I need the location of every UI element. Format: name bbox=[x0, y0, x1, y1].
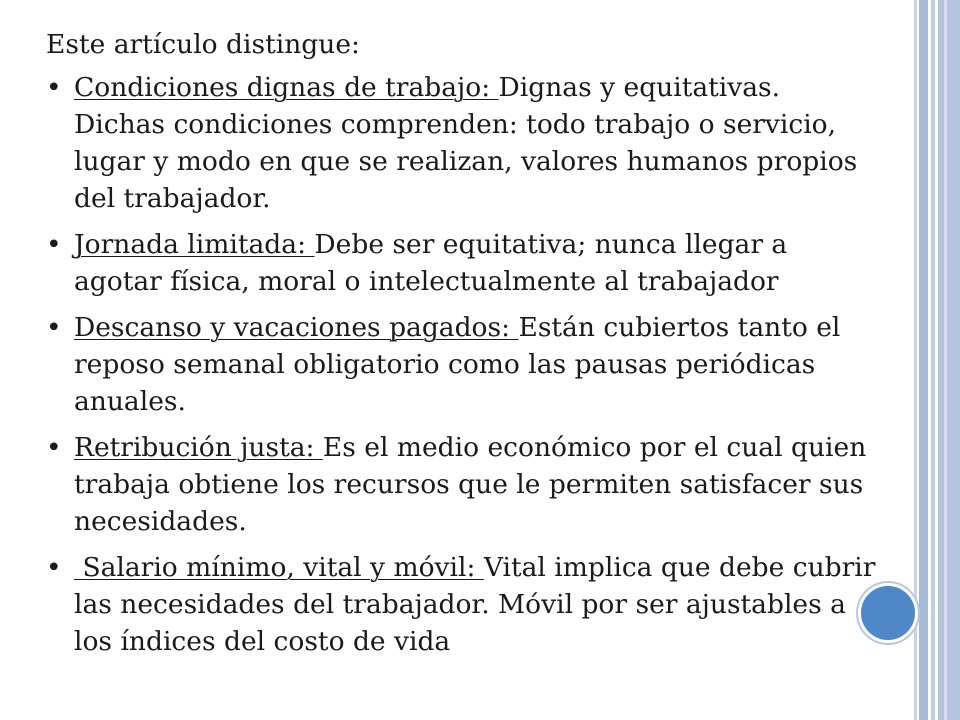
list-item-description: Vital implica que debe cubrir las necesidades del trabajador. Móvil por ser ajustables a los índices del costo de vida bbox=[74, 552, 884, 657]
bullet-icon: • bbox=[46, 432, 62, 463]
bullet-icon: • bbox=[46, 312, 62, 343]
list-item-text bbox=[74, 226, 876, 300]
list-item-description: Están cubiertos tanto el reposo semanal obligatorio como las pausas periódicas anuales. bbox=[74, 312, 849, 417]
list-item-retribucion-justa bbox=[46, 429, 876, 540]
list-item-term: Descanso y vacaciones pagados: bbox=[74, 312, 519, 343]
list-item-term: Condiciones dignas de trabajo: bbox=[74, 72, 499, 103]
list-item-jornada-limitada bbox=[46, 226, 876, 300]
list-item-term: Salario mínimo, vital y móvil: bbox=[74, 552, 484, 583]
bullet-icon: • bbox=[46, 72, 62, 103]
list-item-description: Es el medio económico por el cual quien trabaja obtiene los recursos que le permiten satisfacer sus necesidades. bbox=[74, 432, 875, 537]
list-item-description: Dignas y equitativas. Dichas condiciones comprenden: todo trabajo o servicio, lugar y modo en que se realizan, valores humanos propios del trabajador. bbox=[74, 72, 866, 214]
slide-body bbox=[46, 26, 884, 669]
list-item-text bbox=[74, 549, 884, 660]
intro-text: Este artículo distingue: bbox=[46, 29, 360, 60]
list-item-text bbox=[74, 309, 876, 420]
list-item-descanso-vacaciones bbox=[46, 309, 876, 420]
decorative-side-stripes bbox=[914, 0, 960, 720]
side-stripe bbox=[944, 0, 947, 720]
bullet-icon: • bbox=[46, 552, 62, 583]
list-item-condiciones-dignas bbox=[46, 69, 876, 217]
side-stripe bbox=[931, 0, 935, 720]
list-item-description: Debe ser equitativa; nunca llegar a agotar física, moral o intelectualmente al trabajador bbox=[74, 229, 796, 297]
list-item-term: Jornada limitada: bbox=[74, 229, 315, 260]
list-item-text bbox=[74, 429, 876, 540]
list-item-salario-minimo bbox=[46, 549, 884, 660]
side-stripe bbox=[919, 0, 928, 720]
side-stripe bbox=[938, 0, 960, 720]
list-item-text bbox=[74, 69, 876, 217]
bullet-icon: • bbox=[46, 229, 62, 260]
list-item-term: Retribución justa: bbox=[74, 432, 323, 463]
